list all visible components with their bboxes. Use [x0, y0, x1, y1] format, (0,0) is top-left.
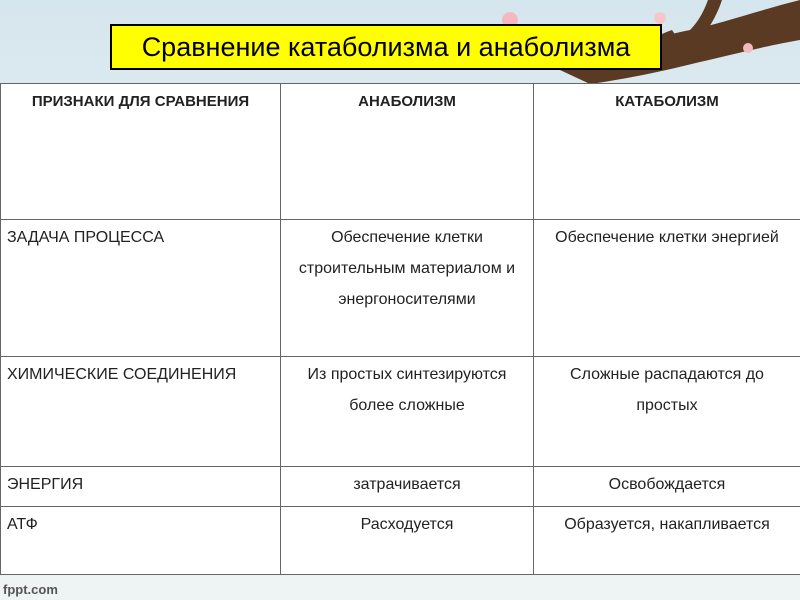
header-catabolism: КАТАБОЛИЗМ	[534, 84, 800, 220]
slide-title: Сравнение катаболизма и анаболизма	[110, 24, 662, 70]
row-catabolism-task: Обеспечение клетки энергией	[534, 220, 800, 357]
table-row	[1, 467, 800, 507]
header-anabolism: АНАБОЛИЗМ	[281, 84, 534, 220]
header-features-label: ПРИЗНАКИ ДЛЯ СРАВНЕНИЯ	[31, 93, 250, 110]
comparison-table	[0, 83, 800, 575]
row-catabolism-energy: Освобождается	[534, 467, 800, 507]
header-features	[1, 84, 281, 220]
footer-watermark: fppt.com	[3, 582, 58, 597]
table-row	[1, 507, 800, 575]
row-catabolism-atp: Образуется, накапливается	[534, 507, 800, 575]
row-feature-task: ЗАДАЧА ПРОЦЕССА	[1, 220, 281, 357]
row-anabolism-energy: затрачивается	[281, 467, 534, 507]
table-header-row	[1, 84, 800, 220]
row-anabolism-task: Обеспечение клетки строительным материалом и энергоносителями	[281, 220, 534, 357]
row-feature-energy: ЭНЕРГИЯ	[1, 467, 281, 507]
table-row	[1, 220, 800, 357]
row-feature-atp: АТФ	[1, 507, 281, 575]
row-anabolism-compounds: Из простых синтезируются более сложные	[281, 357, 534, 467]
row-feature-compounds: ХИМИЧЕСКИЕ СОЕДИНЕНИЯ	[1, 357, 281, 467]
row-catabolism-compounds: Сложные распадаются до простых	[534, 357, 800, 467]
table-row	[1, 357, 800, 467]
row-anabolism-atp: Расходуется	[281, 507, 534, 575]
